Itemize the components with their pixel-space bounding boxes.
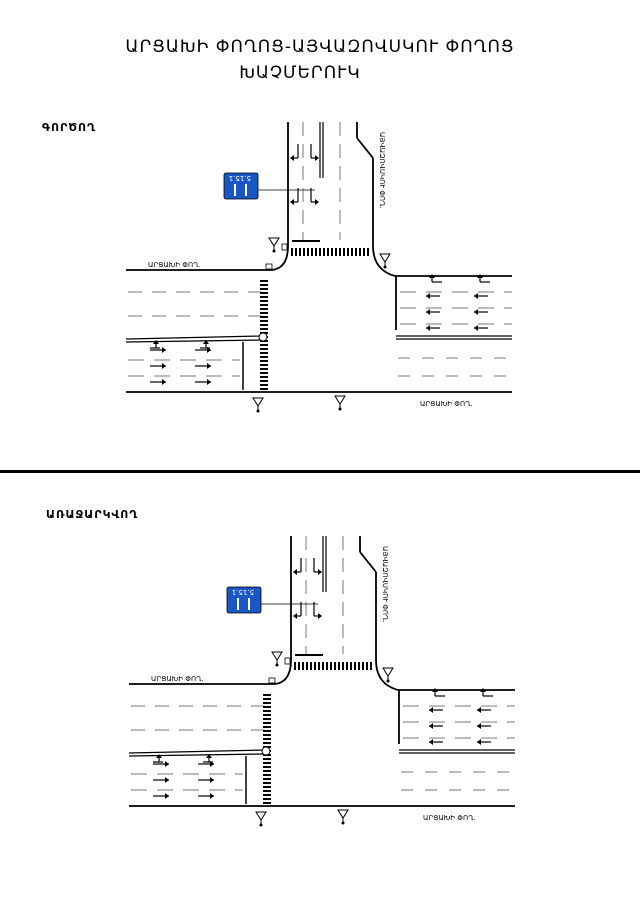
intersection-diagram-proposed: [0, 532, 640, 832]
traffic-light-body: [269, 238, 279, 246]
intersection-diagram-current: [0, 118, 640, 418]
traffic-light-icon: [272, 652, 282, 667]
arrow-head: [477, 739, 481, 745]
lane-arrow: [153, 777, 169, 783]
lane-arrow: [477, 739, 491, 745]
street-name-right: ԱՐՑԱԽԻ ՓՈՂ.: [420, 400, 473, 408]
traffic-light-base: [257, 410, 260, 413]
lane-sign-5.15.1: [224, 173, 258, 199]
arrow-head: [477, 723, 481, 729]
section-label-proposed: ԱՌԱՋԱՐԿՎՈՂ: [46, 508, 139, 521]
traffic-light-base: [276, 664, 279, 667]
lane-arrow: [150, 363, 166, 369]
arrow-head: [429, 707, 433, 713]
lane-arrow-turn: [290, 144, 298, 161]
lane-arrow-turn: [290, 188, 298, 205]
lane-arrow: [474, 325, 488, 331]
vertical-road-right-edge: [357, 138, 373, 158]
street-name-vertical: ԱՅՎԱԶՈՎՍԿՈՒ ՓՈՂ.: [381, 546, 389, 623]
section-divider: [0, 470, 640, 473]
arrow-head: [162, 347, 166, 353]
sign-number: 5.15.1: [231, 588, 254, 596]
lane-arrow-turn: [311, 144, 319, 161]
lane-arrow: [474, 293, 488, 299]
lane-arrow: [150, 379, 166, 385]
traffic-light-base: [387, 680, 390, 683]
traffic-light-base: [342, 822, 345, 825]
lane-arrow: [198, 777, 214, 783]
arrow-head: [474, 325, 478, 331]
traffic-light-body: [380, 254, 390, 262]
vertical-road-right-edge: [360, 552, 376, 572]
lane-arrow-turn: [311, 188, 319, 205]
lane-sign-5.15.1: [227, 587, 261, 613]
median-line: [126, 340, 262, 342]
lane-arrow: [477, 707, 491, 713]
pedestrian-signal-icon: [266, 264, 272, 269]
arrow-head: [315, 155, 319, 161]
median-line: [129, 754, 265, 756]
arrow-head: [315, 199, 319, 205]
arrow-head: [477, 707, 481, 713]
arrow-head: [293, 569, 297, 575]
lane-arrow: [426, 309, 440, 315]
lane-arrow-turn: [293, 558, 301, 575]
arrow-head: [290, 199, 294, 205]
arrow-head: [426, 293, 430, 299]
median-line: [129, 750, 265, 753]
arrow-head: [210, 793, 214, 799]
traffic-light-base: [384, 266, 387, 269]
arrow-head: [318, 613, 322, 619]
arrow-head: [474, 309, 478, 315]
median-line: [126, 336, 262, 339]
arrow-head: [165, 761, 169, 767]
traffic-light-icon: [338, 810, 348, 825]
traffic-light-body: [338, 810, 348, 818]
lane-arrow: [426, 293, 440, 299]
street-name-right: ԱՐՑԱԽԻ ՓՈՂ.: [423, 814, 476, 822]
street-name-left: ԱՐՑԱԽԻ ՓՈՂ.: [148, 261, 201, 269]
lane-arrow: [429, 739, 443, 745]
lane-arrow: [195, 363, 211, 369]
traffic-light-body: [335, 396, 345, 404]
lane-arrow: [474, 309, 488, 315]
lane-arrow: [429, 707, 443, 713]
traffic-light-icon: [269, 238, 279, 253]
arrow-head: [290, 155, 294, 161]
traffic-light-body: [256, 812, 266, 820]
street-name-vertical: ԱՅՎԱԶՈՎՍԿՈՒ ՓՈՂ.: [378, 132, 386, 209]
lane-arrow: [198, 793, 214, 799]
pedestrian-signal-icon: [282, 244, 287, 250]
traffic-light-body: [253, 398, 263, 406]
button-icon: [262, 747, 270, 755]
arrow-head: [426, 325, 430, 331]
section-label-current: ԳՈՐԾՈՂ: [42, 121, 96, 134]
arrow-head: [426, 309, 430, 315]
arrow-head: [207, 379, 211, 385]
traffic-light-icon: [380, 254, 390, 269]
traffic-light-icon: [335, 396, 345, 411]
lane-arrow-turn: [293, 602, 301, 619]
lane-arrow: [429, 723, 443, 729]
title-line-1: ԱՐՑԱԽԻ ՓՈՂՈՑ-ԱՅՎԱԶՈՎՍԿՈՒ ՓՈՂՈՑ: [125, 37, 515, 57]
traffic-light-base: [339, 408, 342, 411]
traffic-light-body: [383, 668, 393, 676]
traffic-light-icon: [253, 398, 263, 413]
arrow-head: [293, 613, 297, 619]
arrow-head: [474, 293, 478, 299]
arrow-head: [207, 363, 211, 369]
lane-arrow-turn: [314, 602, 322, 619]
traffic-light-base: [273, 250, 276, 253]
pedestrian-signal-icon: [269, 678, 275, 683]
traffic-light-icon: [383, 668, 393, 683]
street-name-left: ԱՐՑԱԽԻ ՓՈՂ.: [151, 675, 204, 683]
traffic-light-icon: [256, 812, 266, 827]
lane-arrow: [153, 793, 169, 799]
lane-arrow: [477, 723, 491, 729]
traffic-light-body: [272, 652, 282, 660]
lane-arrow-turn: [314, 558, 322, 575]
arrow-head: [318, 569, 322, 575]
pedestrian-signal-icon: [285, 658, 290, 664]
arrow-head: [165, 777, 169, 783]
lane-arrow: [426, 325, 440, 331]
arrow-head: [429, 723, 433, 729]
arrow-head: [165, 793, 169, 799]
traffic-light-base: [260, 824, 263, 827]
arrow-head: [162, 379, 166, 385]
arrow-head: [429, 739, 433, 745]
arrow-head: [162, 363, 166, 369]
lane-arrow: [195, 379, 211, 385]
title-line-2: ԽԱՉՄԵՐՈՒԿ: [239, 63, 361, 83]
arrow-head: [210, 777, 214, 783]
button-icon: [259, 333, 267, 341]
sign-number: 5.15.1: [228, 174, 251, 182]
